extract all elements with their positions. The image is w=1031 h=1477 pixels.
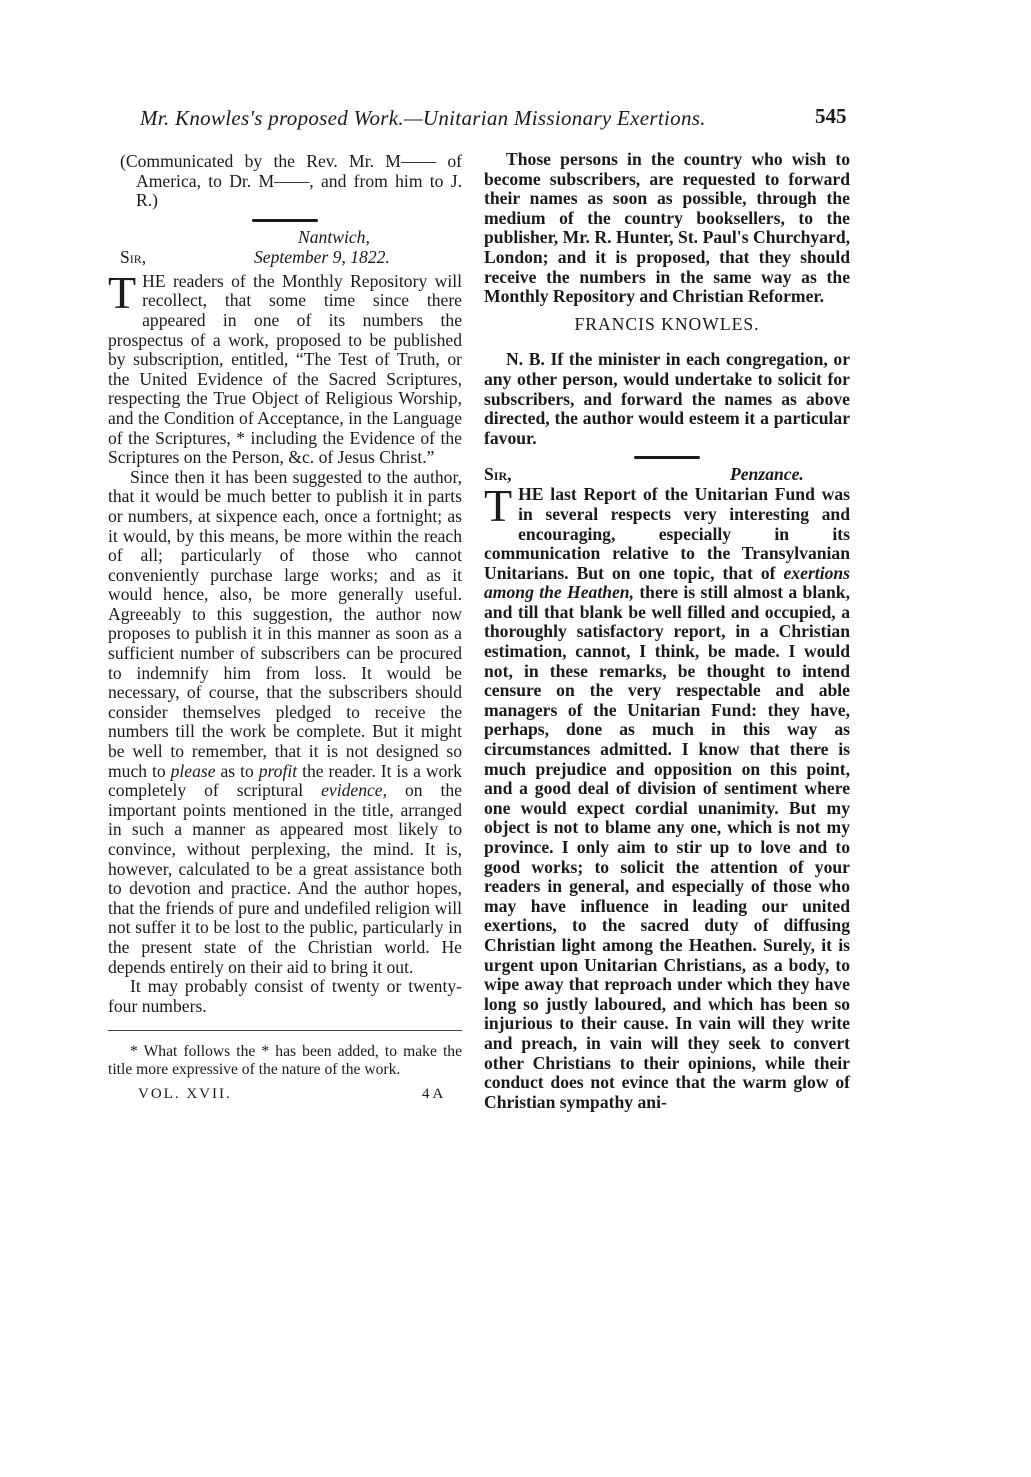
- volume-line: [108, 1085, 462, 1105]
- drop-cap-2: T: [484, 480, 513, 532]
- nb-paragraph: N. B. If the minister in each congregation, or any other person, would undertake to solicit for subscribers, and forward the names as above directed, the author would esteem it a particular favour.: [484, 349, 850, 448]
- dateline: [108, 228, 462, 268]
- right-column: [484, 150, 850, 1112]
- dateline-2: [484, 465, 850, 485]
- drop-cap: T: [108, 266, 137, 318]
- letter-salutation-2: Sir,: [484, 464, 512, 485]
- letter-salutation: Sir,: [120, 246, 147, 267]
- letter-signature: FRANCIS KNOWLES.: [574, 313, 760, 334]
- attribution-note: (Communicated by the Rev. Mr. M—— of America, to Dr. M——, and from him to J. R.): [120, 151, 462, 211]
- subscription-paragraph: Those persons in the country who wish to become subscribers, are requested to forward their names as soon as possible, through the medium of the country booksellers, to the publisher, Mr. R. Hunter, St. Paul's Churchyard, London; and it is proposed, that they should receive the numbers in the same way as the Monthly Repository and Christian Reformer.: [484, 149, 850, 307]
- letter-paragraph-2: Since then it has been suggested to the author, that it would be much better to publish it in parts or numbers, at sixpence each, once a fortnight; as it would, by this means, be more within the reach of all; particularly of those who cannot conveniently purchase large works; and as it would hence, also, be more generally useful. Agreeably to this suggestion, the author now proposes to publish it in this manner as soon as a sufficient number of subscribers can be procured to indemnify him from loss. It would be necessary, of course, that the subscribers should consider themselves pledged to receive the numbers till the work be complete. But it might be well to remember, that it is not designed so much to please as to profit the reader. It is a work completely of scriptural evidence, on the important points mentioned in the title, arranged in such a manner as appeared most likely to convince, without perplexing, the mind. It is, however, calculated to be a great assistance both to devotion and practice. And the author hopes, that the friends of pure and undefiled religion will not suffer it to be lost to the public, particularly in the present state of the Christian world. He depends entirely on their aid to bring it out.: [108, 466, 462, 977]
- footnote: * What follows the * has been added, to make the title more expressive of the nature of the work.: [108, 1043, 462, 1079]
- left-column: [108, 150, 462, 1105]
- page-number: 545: [815, 104, 847, 128]
- section-divider-2: [634, 456, 700, 459]
- letter-date: September 9, 1822.: [254, 246, 390, 267]
- footnote-rule: [108, 1030, 462, 1031]
- running-header: Mr. Knowles's proposed Work.—Unitarian Missionary Exertions.: [140, 106, 706, 130]
- letter-paragraph-3: It may probably consist of twenty or twenty-four numbers.: [108, 976, 462, 1016]
- letter-place-2: Penzance.: [730, 464, 804, 485]
- volume-label: VOL. XVII.: [138, 1086, 232, 1103]
- letter-paragraph-1: THE readers of the Monthly Repository will recollect, that some time since there appeared in one of its numbers the prospectus of a work, proposed to be published by subscription, entitled, “The Test of Truth, or the United Evidence of the Sacred Scriptures, respecting the True Object of Religious Worship, and the Condition of Acceptance, in the Language of the Scriptures, * including the Evidence of the Scriptures on the Person, &c. of Jesus Christ.”: [108, 266, 462, 468]
- signature-mark: 4 A: [422, 1086, 444, 1103]
- section-divider: [252, 219, 318, 222]
- missionary-letter-paragraph: THE last Report of the Unitarian Fund was in several respects very interesting and encouraging, especially in its communication relative to the Transylvanian Unitarians. But on one topic, that of exertions among the Heathen, there is still almost a blank, and till that blank be well filled and occupied, a thoroughly satisfactory report, in a Christian estimation, cannot, I think, be made. I would not, in these remarks, be thought to intend censure on the very respectable and able managers of the Unitarian Fund: they have, perhaps, done as much in this way as circumstances admitted. I know that there is much prejudice and opposition on this point, and a good deal of division of sentiment where one would expect cordial unanimity. But my object is not to blame any one, which is not my province. I only aim to stir up to love and to good works; to solicit the attention of your readers in general, and especially of those who may have influence in leading our united exertions, to the sacred duty of diffusing Christian light among the Heathen. Surely, it is urgent upon Unitarian Christians, as a body, to wipe away that reproach under which they have long so justly laboured, and which has been so injurious to their cause. In vain will they write and preach, in vain will they seek to convert other Christians to their opinions, while their conduct does not evince that the warm glow of Christian sympathy ani-: [484, 480, 851, 1112]
- letter-place: Nantwich,: [298, 226, 370, 247]
